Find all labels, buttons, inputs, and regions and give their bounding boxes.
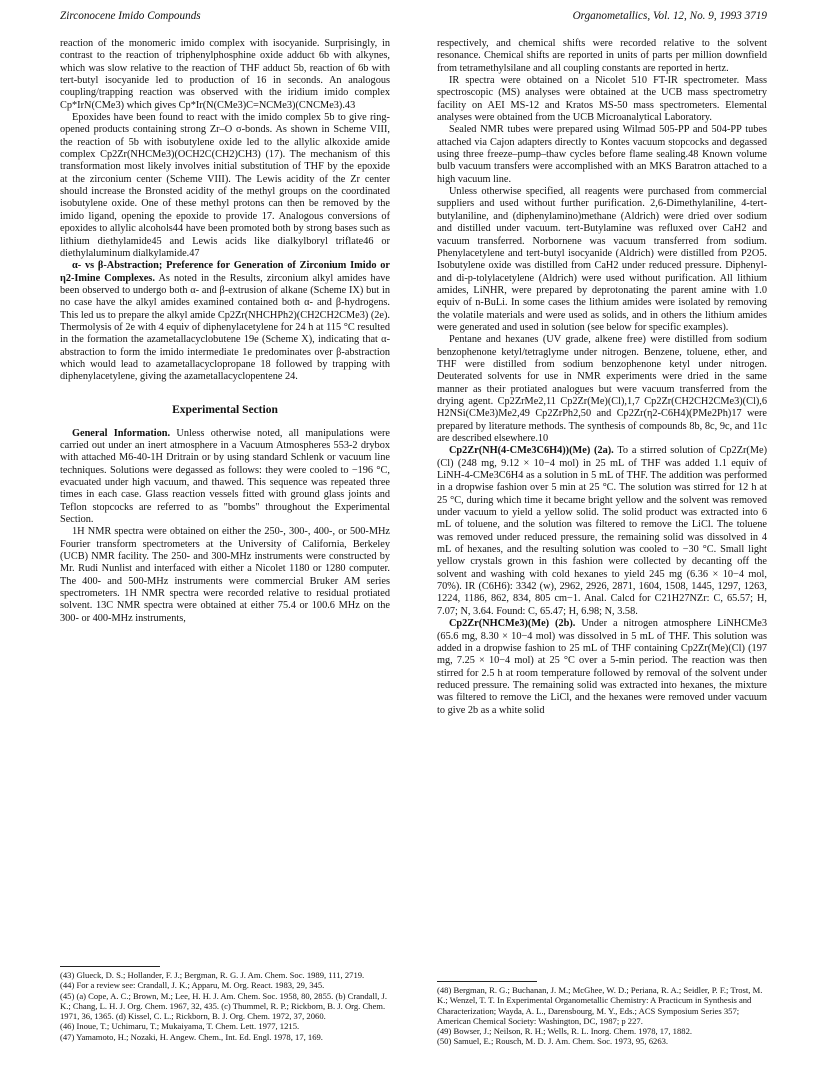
paragraph (60, 428, 390, 527)
footnote: (50) Samuel, E.; Rousch, M. D. J. Am. Chem. Soc. 1973, 95, 6263. (437, 1036, 669, 1047)
paragraph (437, 445, 767, 618)
footnotes-left (60, 960, 390, 1042)
subsection-heading: General Information. (72, 427, 171, 439)
paragraph-text: To a stirred solution of Cp2Zr(Me)(Cl) (248 mg, 9.12 × 10−4 mol) in 25 mL of THF was added 1.1 equiv of LiNH-4-CMe3C6H4 as a solution in 5 mL of THF. The addition was performed in a dropwise fashion over 5 min at 25 °C. The solution was stirred for 12 h at 25 °C, during which time it became bright yellow and the solvent was removed under vacuum to yield a yellow solid. The solid product was extracted into 6 mL of toluene, and the solution was filtered to remove the LiCl. The toluene was removed under reduced pressure, the remaining solid was dissolved in 4 mL of hexanes, and the resulting solution was cooled to −30 °C. Small light yellow crystals grown in this fashion were collected by decanting off the solvent and washing with cold hexanes to yield 245 mg (6.36 × 10−4 mol, 70%). IR (C6H6): 3342 (w), 2962, 2926, 2871, 1604, 1508, 1445, 1297, 1263, 1224, 1186, 862, 834, 805 cm−1. Anal. Calcd for C21H27NZr: C, 65.57; H, 7.07; N, 3.64. Found: C, 65.47; H, 6.98; N, 3.58. (437, 445, 767, 617)
paragraph-text: Unless otherwise noted, all manipulations were carried out under an inert atmosphere in a Vacuum Atmospheres 553-2 drybox with attached M6-40-1H Dritrain or by using standard Schlenk or vacuum line techniques. Solutions were degassed as follows: they were cooled to −196 °C, evacuated under high vacuum, and thawed. This sequence was repeated three times in each case. Glass reaction vessels fitted with ground glass joints and Teflon stopcocks are referred to as "bombs" throughout the Experimental Section. (60, 427, 390, 526)
paragraph: Pentane and hexanes (UV grade, alkene free) were distilled from sodium benzophenone ketyl/tetraglyme under nitrogen. Benzene, toluene, ether, and THF were distilled from sodium benzophenone ketyl under nitrogen. Deuterated solvents for use in NMR experiments were dried in the same manner as their protiated analogues but were vacuum transferred from the drying agent. Cp2ZrMe2,11 Cp2Zr(Me)(Cl),1,7 Cp2Zr(CH2CH2CMe3)(Cl),6 H2NSi(CMe3)Me2,49 Cp2ZrPh2,50 and Cp2Zr(η2-C6H4)(PMe2Ph)17 were prepared by literature methods. The synthesis of compounds 8b, 8c, 9c, and 11c are described elsewhere.10 (437, 334, 767, 444)
running-header (60, 10, 767, 26)
section-title: Experimental Section (172, 403, 278, 416)
footnote: (46) Inoue, T.; Uchimaru, T.; Mukaiyama, T. Chem. Lett. 1977, 1215. (60, 1021, 300, 1032)
footnote: (45) (a) Cope, A. C.; Brown, M.; Lee, H. H. J. Am. Chem. Soc. 1958, 80, 2855. (b) Crandall, J. K.; Chang, L. H. J. Org. Chem. 1967, 32, 435. (c) Thummel, R. P.; Rickborn, B. J. Org. Chem. 1971, 36, 1365. (d) Kissel, C. L.; Rickborn, B. J. Org. Chem. 1972, 37, 2060. (60, 990, 388, 1022)
paragraph-text: As noted in the Results, zirconium alkyl amides have been observed to undergo both α- and β-extrusion of alkane (Scheme IX) but in no case have the alkyl amides examined contained both α- and β-hydrogens. This led us to prepare the alkyl amide Cp2Zr(NHCHPh2)(CH2CH2CMe3) (2e). Thermolysis of 2e with 4 equiv of diphenylacetylene for 24 h at 115 °C resulted in the formation the azametallacyclobutene 19e (Scheme X), indicating that α-abstraction to form the imido intermediate 1e predominates over β-abstraction which would lead to azametallacyclopropane 18 followed by trapping with diphenylacetylene, giving the azametallacyclopentene 24. (60, 272, 391, 383)
paragraph (60, 260, 390, 383)
header-citation: Organometallics, Vol. 12, No. 9, 1993 3719 (572, 10, 767, 22)
footnote: (43) Glueck, D. S.; Hollander, F. J.; Bergman, R. G. J. Am. Chem. Soc. 1989, 111, 2719. (60, 970, 365, 980)
header-journal-topic: Zirconocene Imido Compounds (60, 10, 201, 22)
footnote: (49) Bowser, J.; Neilson, R. H.; Wells, R. L. Inorg. Chem. 1978, 17, 1882. (437, 1026, 693, 1037)
footnote-divider (437, 981, 537, 982)
compound-heading: Cp2Zr(NHCMe3)(Me) (2b). (449, 618, 576, 630)
footnote: (44) For a review see: Crandall, J. K.; Apparu, M. Org. React. 1983, 29, 345. (60, 980, 325, 991)
footnote: (48) Bergman, R. G.; Buchanan, J. M.; McGhee, W. D.; Periana, R. A.; Seidler, P. F.; Trost, M. K.; Wenzel, T. T. In Experimental Organometallic Chemistry: A Practicum in Synthesis and Characterization; Wayda, A. L., Darensbourg, M. Y., Eds.; ACS Symposium Series 357; American Chemical Society: Washington, DC, 1987; p 227. (437, 985, 763, 1026)
compound-heading: Cp2Zr(NH(4-CMe3C6H4))(Me) (2a). (449, 445, 614, 457)
left-column (60, 38, 390, 625)
paragraph: Epoxides have been found to react with the imido complex 5b to give ring-opened products containing strong Zr–O σ-bonds. As shown in Scheme VIII, the reaction of 5b with isobutylene oxide led to the allylic alkoxide amide complex Cp2Zr(NHCMe3)(OCH2C(CH2)CH3) (17). The mechanism of this transformation most likely involves initial substitution of THF by the epoxide at the zirconium center (Scheme VIII). The Lewis acidity of the Zr center should increase the Bronsted acidity of the methyl groups on the coordinated isobutylene oxide. One of these methyl protons can then be removed by the imido ligand, opening the epoxide to provide 17. Analogous conversions of epoxides to allylic alcohols44 have been promoted both by strong bases such as lithium diethylamide45 and Lewis acids like dialkylboryl triflate46 or diethylaluminum dialkylamide.47 (60, 112, 390, 259)
paragraph: reaction of the monomeric imido complex with isocyanide. Surprisingly, in contrast to the reaction of triphenylphosphine oxide adduct 6b with alkynes, which was slow relative to the reaction of THF adduct 5b, reaction of 6b with tert-butyl isocyanide led to production of 16 in seconds. An analogous coupling/trapping reaction was observed with the iridium imido complex Cp*IrN(CMe3) which gives Cp*Ir(N(CMe3)C=NCMe3)(CNCMe3).43 (60, 38, 390, 111)
footnote: (47) Yamamoto, H.; Nozaki, H. Angew. Chem., Int. Ed. Engl. 1978, 17, 169. (60, 1031, 323, 1042)
footnote-divider (60, 966, 160, 967)
paragraph: 1H NMR spectra were obtained on either the 250-, 300-, 400-, or 500-MHz Fourier transform spectrometers at the University of California, Berkeley (UCB) NMR facility. The 250- and 300-MHz instruments were constructed by Mr. Rudi Nunlist and interfaced with either a Nicolet 1180 or 1280 computer. The 400- and 500-MHz instruments were commercial Bruker AM series spectrometers. 1H NMR spectra were recorded relative to residual protiated solvent. 13C NMR spectra were obtained at either 75.4 or 100.6 MHz on the 300- or 400-MHz instruments, (60, 526, 390, 624)
paragraph: Unless otherwise specified, all reagents were purchased from commercial suppliers and used without further purification. 2,6-Dimethylaniline, 4-tert-butylaniline, and (diphenylamino)methane (Aldrich) were dried over sodium and distilled under vacuum. tert-Butylamine was refluxed over CaH2 and vacuum transferred. Norbornene was vacuum transferred from sodium. Phenylacetylene and tert-butyl isocyanide (Aldrich) were distilled from P2O5. Isobutylene oxide was distilled from CaH2 under reduced pressure. Diphenyl- and di-p-tolylacetylene (Aldrich) were used without purification. All lithium amides, LiNHR, were prepared by deprotonating the parent amine with 1.0 equiv of n-BuLi. In some cases the lithium amides were isolated by removing the volatile materials and were used as solids, and in others the lithium amides were generated and used in solution (see below for specific examples). (437, 186, 767, 333)
paragraph: respectively, and chemical shifts were recorded relative to the solvent resonance. Chemical shifts are reported in units of parts per million downfield from tetramethylsilane and all coupling constants are reported in hertz. (437, 38, 767, 74)
paragraph: IR spectra were obtained on a Nicolet 510 FT-IR spectrometer. Mass spectroscopic (MS) analyses were obtained at the UCB mass spectrometry facility on AEI MS-12 and Kratos MS-50 mass spectrometers. Elemental analyses were obtained from the UCB Microanalytical Laboratory. (437, 75, 767, 124)
paragraph (437, 618, 767, 717)
right-column (437, 38, 767, 717)
paragraph: Sealed NMR tubes were prepared using Wilmad 505-PP and 504-PP tubes attached via Cajon adapters directly to Kontes vacuum stopcocks and degassed using three freeze–pump–thaw cycles before flame sealing.48 Known volume bulb vacuum transfers were accomplished with an MKS Baratron attached to a high vacuum line. (437, 124, 767, 185)
paragraph-text: Under a nitrogen atmosphere LiNHCMe3 (65.6 mg, 8.30 × 10−4 mol) was dissolved in 5 mL of THF. This solution was added in a dropwise fashion to 25 mL of THF containing Cp2Zr(Me)(Cl) (197 mg, 7.25 × 10−4 mol) at 25 °C over a 5-min period. The reaction was then stirred for 2.5 h at room temperature followed by removal of the solvent under reduced pressure. The remaining solid was extracted into hexanes, the mixture was filtered to remove the LiCl, and the hexanes were removed under vacuum to give 2b as a white solid (437, 618, 767, 716)
subsection-heading: α- vs β-Abstraction; Preference for Generation of Zirconium Imido or η2-Imine Complexes. (60, 260, 390, 284)
footnotes-right (437, 975, 767, 1047)
